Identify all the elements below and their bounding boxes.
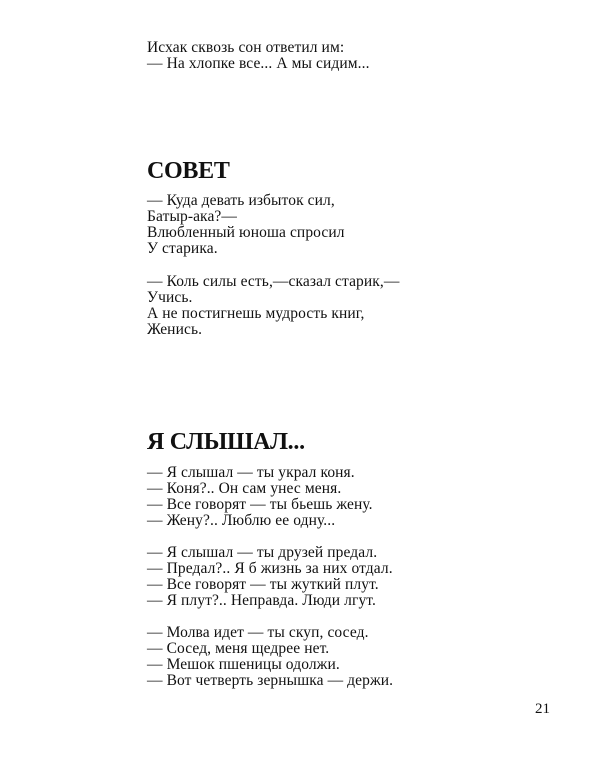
text-line: — Молва идет — ты скуп, сосед. — [147, 624, 369, 641]
poem-stanza — [147, 274, 400, 338]
text-line: Батыр-ака?— — [147, 208, 238, 225]
page-number: 21 — [535, 701, 550, 717]
text-line: — Все говорят — ты жуткий плут. — [147, 576, 379, 593]
text-line: — Мешок пшеницы одолжи. — [147, 656, 340, 673]
text-line: — Я плут?.. Неправда. Люди лгут. — [147, 592, 376, 609]
poem-stanza — [147, 545, 393, 609]
text-line: — Сосед, меня щедрее нет. — [147, 640, 330, 657]
text-line: Учись. — [147, 289, 193, 306]
poem-title: СОВЕТ — [147, 158, 230, 184]
text-line: — Жену?.. Люблю ее одну... — [147, 512, 336, 529]
text-line: — Вот четверть зернышка — держи. — [147, 672, 394, 689]
text-line: — Я слышал — ты друзей предал. — [147, 544, 378, 561]
poem-stanza — [147, 625, 393, 689]
poem-title: Я СЛЫШАЛ... — [147, 429, 305, 455]
intro-text — [147, 40, 370, 72]
text-line: — Коль силы есть,—сказал старик,— — [147, 273, 400, 290]
text-line: — Все говорят — ты бьешь жену. — [147, 496, 373, 513]
poem-stanza — [147, 193, 345, 257]
text-line: — На хлопке все... А мы сидим... — [147, 55, 370, 72]
text-line: А не постигнешь мудрость книг, — [147, 305, 365, 322]
text-line: — Предал?.. Я б жизнь за них отдал. — [147, 560, 393, 577]
text-line: Исхак сквозь сон ответил им: — [147, 39, 345, 56]
text-line: — Я слышал — ты украл коня. — [147, 464, 355, 481]
text-line: Влюбленный юноша спросил — [147, 224, 345, 241]
text-line: Женись. — [147, 321, 203, 338]
text-line: — Куда девать избыток сил, — [147, 192, 335, 209]
text-line: — Коня?.. Он сам унес меня. — [147, 480, 342, 497]
text-line: У старика. — [147, 240, 218, 257]
poem-stanza — [147, 465, 373, 529]
